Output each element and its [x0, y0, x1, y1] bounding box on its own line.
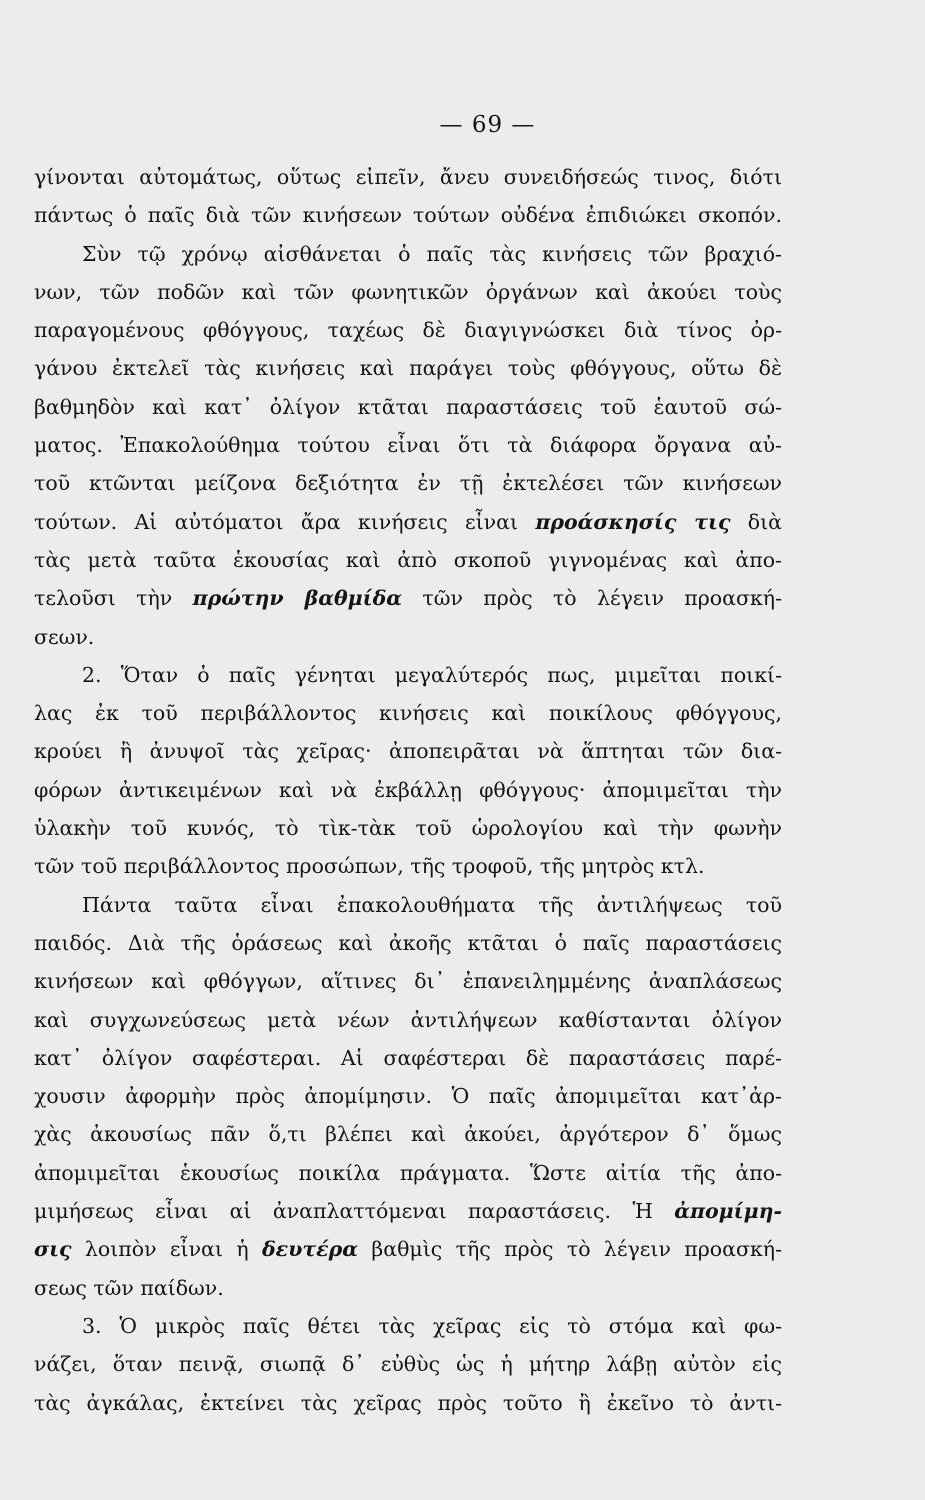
text-line — [34, 732, 782, 770]
text-line — [34, 196, 782, 234]
text-segment: χουσιν ἀφορμὴν πρὸς ἀπομίμησιν. Ὁ παῖς ἀπομιμεῖται κατ᾿ἀρ- — [34, 1084, 782, 1109]
text-segment: σεων. — [34, 624, 95, 649]
text-segment: τελοῦσι τὴν — [34, 586, 193, 611]
text-line — [34, 1384, 782, 1422]
text-segment: βαθμηδὸν καὶ κατ᾿ ὀλίγον κτᾶται παραστάσεις τοῦ ἑαυτοῦ σώ- — [34, 394, 782, 419]
text-segment: λας ἐκ τοῦ περιβάλλοντος κινήσεις καὶ ποικίλους φθόγγους, — [34, 701, 782, 726]
text-line — [34, 886, 782, 924]
emphasized-text: σις — [34, 1237, 72, 1262]
text-line — [34, 1307, 782, 1345]
text-line — [34, 426, 782, 464]
text-segment: λοιπὸν εἶναι ἡ — [71, 1237, 262, 1262]
text-line — [34, 311, 782, 349]
page-number: — 69 — — [439, 112, 536, 138]
text-segment: ἀπομιμεῖται ἑκουσίως ποικίλα πράγματα. Ὥστε αἰτία τῆς ἀπο- — [34, 1160, 782, 1185]
text-line — [34, 388, 782, 426]
text-line — [34, 656, 782, 694]
text-segment: τοῦ κτῶνται μείζονα δεξιότητα ἐν τῇ ἐκτελέσει τῶν κινήσεων — [34, 471, 782, 496]
text-line — [34, 349, 782, 387]
text-line — [34, 1077, 782, 1115]
text-segment: τῶν τοῦ περιβάλλοντος προσώπων, τῆς τροφοῦ, τῆς μητρὸς κτλ. — [34, 854, 705, 879]
text-segment: γάνου ἐκτελεῖ τὰς κινήσεις καὶ παράγει τοὺς φθόγγους, οὕτω δὲ — [34, 356, 782, 381]
text-segment: 3. Ὁ μικρὸς παῖς θέτει τὰς χεῖρας εἰς τὸ στόμα καὶ φω- — [82, 1313, 782, 1338]
text-line — [34, 464, 782, 502]
text-segment: νάζει, ὅταν πεινᾷ, σιωπᾷ δ᾿ εὐθὺς ὡς ἡ μήτηρ λάβῃ αὐτὸν εἰς — [34, 1352, 782, 1377]
text-segment: κατ᾿ ὀλίγον σαφέστεραι. Αἱ σαφέστεραι δὲ παραστάσεις παρέ- — [34, 1045, 782, 1070]
text-segment: παραγομένους φθόγγους, ταχέως δὲ διαγιγνώσκει διὰ τίνος ὀρ- — [34, 318, 782, 343]
text-segment: Πάντα ταῦτα εἶναι ἐπακολουθήματα τῆς ἀντιλήψεως τοῦ — [82, 892, 782, 917]
text-line — [34, 771, 782, 809]
emphasized-text: δευτέρα — [261, 1237, 359, 1262]
text-line — [34, 694, 782, 732]
text-segment: ματος. Ἐπακολούθημα τούτου εἶναι ὅτι τὰ διάφορα ὄργανα αὐ- — [34, 433, 782, 458]
text-segment: κινήσεων καὶ φθόγγων, αἵτινες δι᾿ ἐπανειλημμένης ἀναπλάσεως — [34, 969, 782, 994]
text-line — [34, 1154, 782, 1192]
text-segment: τῶν πρὸς τὸ λέγειν προασκή- — [402, 586, 783, 611]
text-segment: νων, τῶν ποδῶν καὶ τῶν φωνητικῶν ὀργάνων καὶ ἀκούει τοὺς — [34, 279, 782, 304]
text-line — [34, 1230, 782, 1268]
text-segment: καὶ συγχωνεύσεως μετὰ νέων ἀντιλήψεων καθίστανται ὀλίγον — [34, 1007, 782, 1032]
text-line — [34, 847, 782, 885]
text-line — [34, 809, 782, 847]
text-line — [34, 1039, 782, 1077]
emphasized-text: ἀπομίμη- — [674, 1199, 782, 1224]
text-segment: τούτων. Αἱ αὐτόματοι ἄρα κινήσεις εἶναι — [34, 509, 536, 534]
text-segment: τὰς μετὰ ταῦτα ἑκουσίας καὶ ἀπὸ σκοποῦ γιγνομένας καὶ ἀπο- — [34, 547, 782, 572]
text-segment: γίνονται αὐτομάτως, οὕτως εἰπεῖν, ἄνευ συνειδήσεώς τινος, διότι — [34, 165, 782, 189]
text-line — [34, 579, 782, 617]
text-segment: χὰς ἀκουσίως πᾶν ὅ,τι βλέπει καὶ ἀκούει, ἀργότερον δ᾿ ὅμως — [34, 1122, 782, 1147]
text-line — [34, 1345, 782, 1383]
text-segment: παιδός. Διὰ τῆς ὁράσεως καὶ ἀκοῆς κτᾶται ὁ παῖς παραστάσεις — [34, 930, 782, 955]
text-line — [34, 273, 782, 311]
text-line — [34, 962, 782, 1000]
text-line — [34, 618, 782, 656]
text-segment: Σὺν τῷ χρόνῳ αἰσθάνεται ὁ παῖς τὰς κινήσεις τῶν βραχιό- — [82, 241, 782, 266]
text-line — [34, 1192, 782, 1230]
text-line — [34, 1115, 782, 1153]
text-segment: πάντως ὁ παῖς διὰ τῶν κινήσεων τούτων οὐδένα ἐπιδιώκει σκοπόν. — [34, 203, 782, 228]
text-segment: φόρων ἀντικειμένων καὶ νὰ ἐκβάλλῃ φθόγγους· ἀπομιμεῖται τὴν — [34, 777, 782, 802]
text-line — [34, 503, 782, 541]
body-text — [34, 158, 782, 1422]
text-segment: μιμήσεως εἶναι αἱ ἀναπλαττόμεναι παραστάσεις. Ἡ — [34, 1199, 675, 1224]
text-segment: τὰς ἀγκάλας, ἐκτείνει τὰς χεῖρας πρὸς τοῦτο ἢ ἐκεῖνο τὸ ἀντι- — [34, 1390, 782, 1415]
emphasized-text: πρώτην βαθμίδα — [192, 586, 403, 611]
text-line — [34, 158, 782, 196]
text-segment: διὰ — [730, 509, 782, 534]
text-segment: βαθμὶς τῆς πρὸς τὸ λέγειν προασκή- — [358, 1237, 783, 1262]
text-segment: ὑλακὴν τοῦ κυνός, τὸ τὶκ-τὰκ τοῦ ὡρολογίου καὶ τὴν φωνὴν — [34, 816, 782, 841]
text-line — [34, 924, 782, 962]
text-line — [34, 541, 782, 579]
text-segment: 2. Ὅταν ὁ παῖς γένηται μεγαλύτερός πως, μιμεῖται ποικί- — [82, 662, 782, 687]
emphasized-text: προάσκησίς τις — [535, 509, 731, 534]
text-line — [34, 235, 782, 273]
text-line — [34, 1001, 782, 1039]
text-segment: κρούει ἢ ἀνυψοῖ τὰς χεῖρας· ἀποπειρᾶται νὰ ἅπτηται τῶν δια- — [34, 739, 782, 764]
text-segment: σεως τῶν παίδων. — [34, 1275, 224, 1300]
text-line — [34, 1269, 782, 1307]
